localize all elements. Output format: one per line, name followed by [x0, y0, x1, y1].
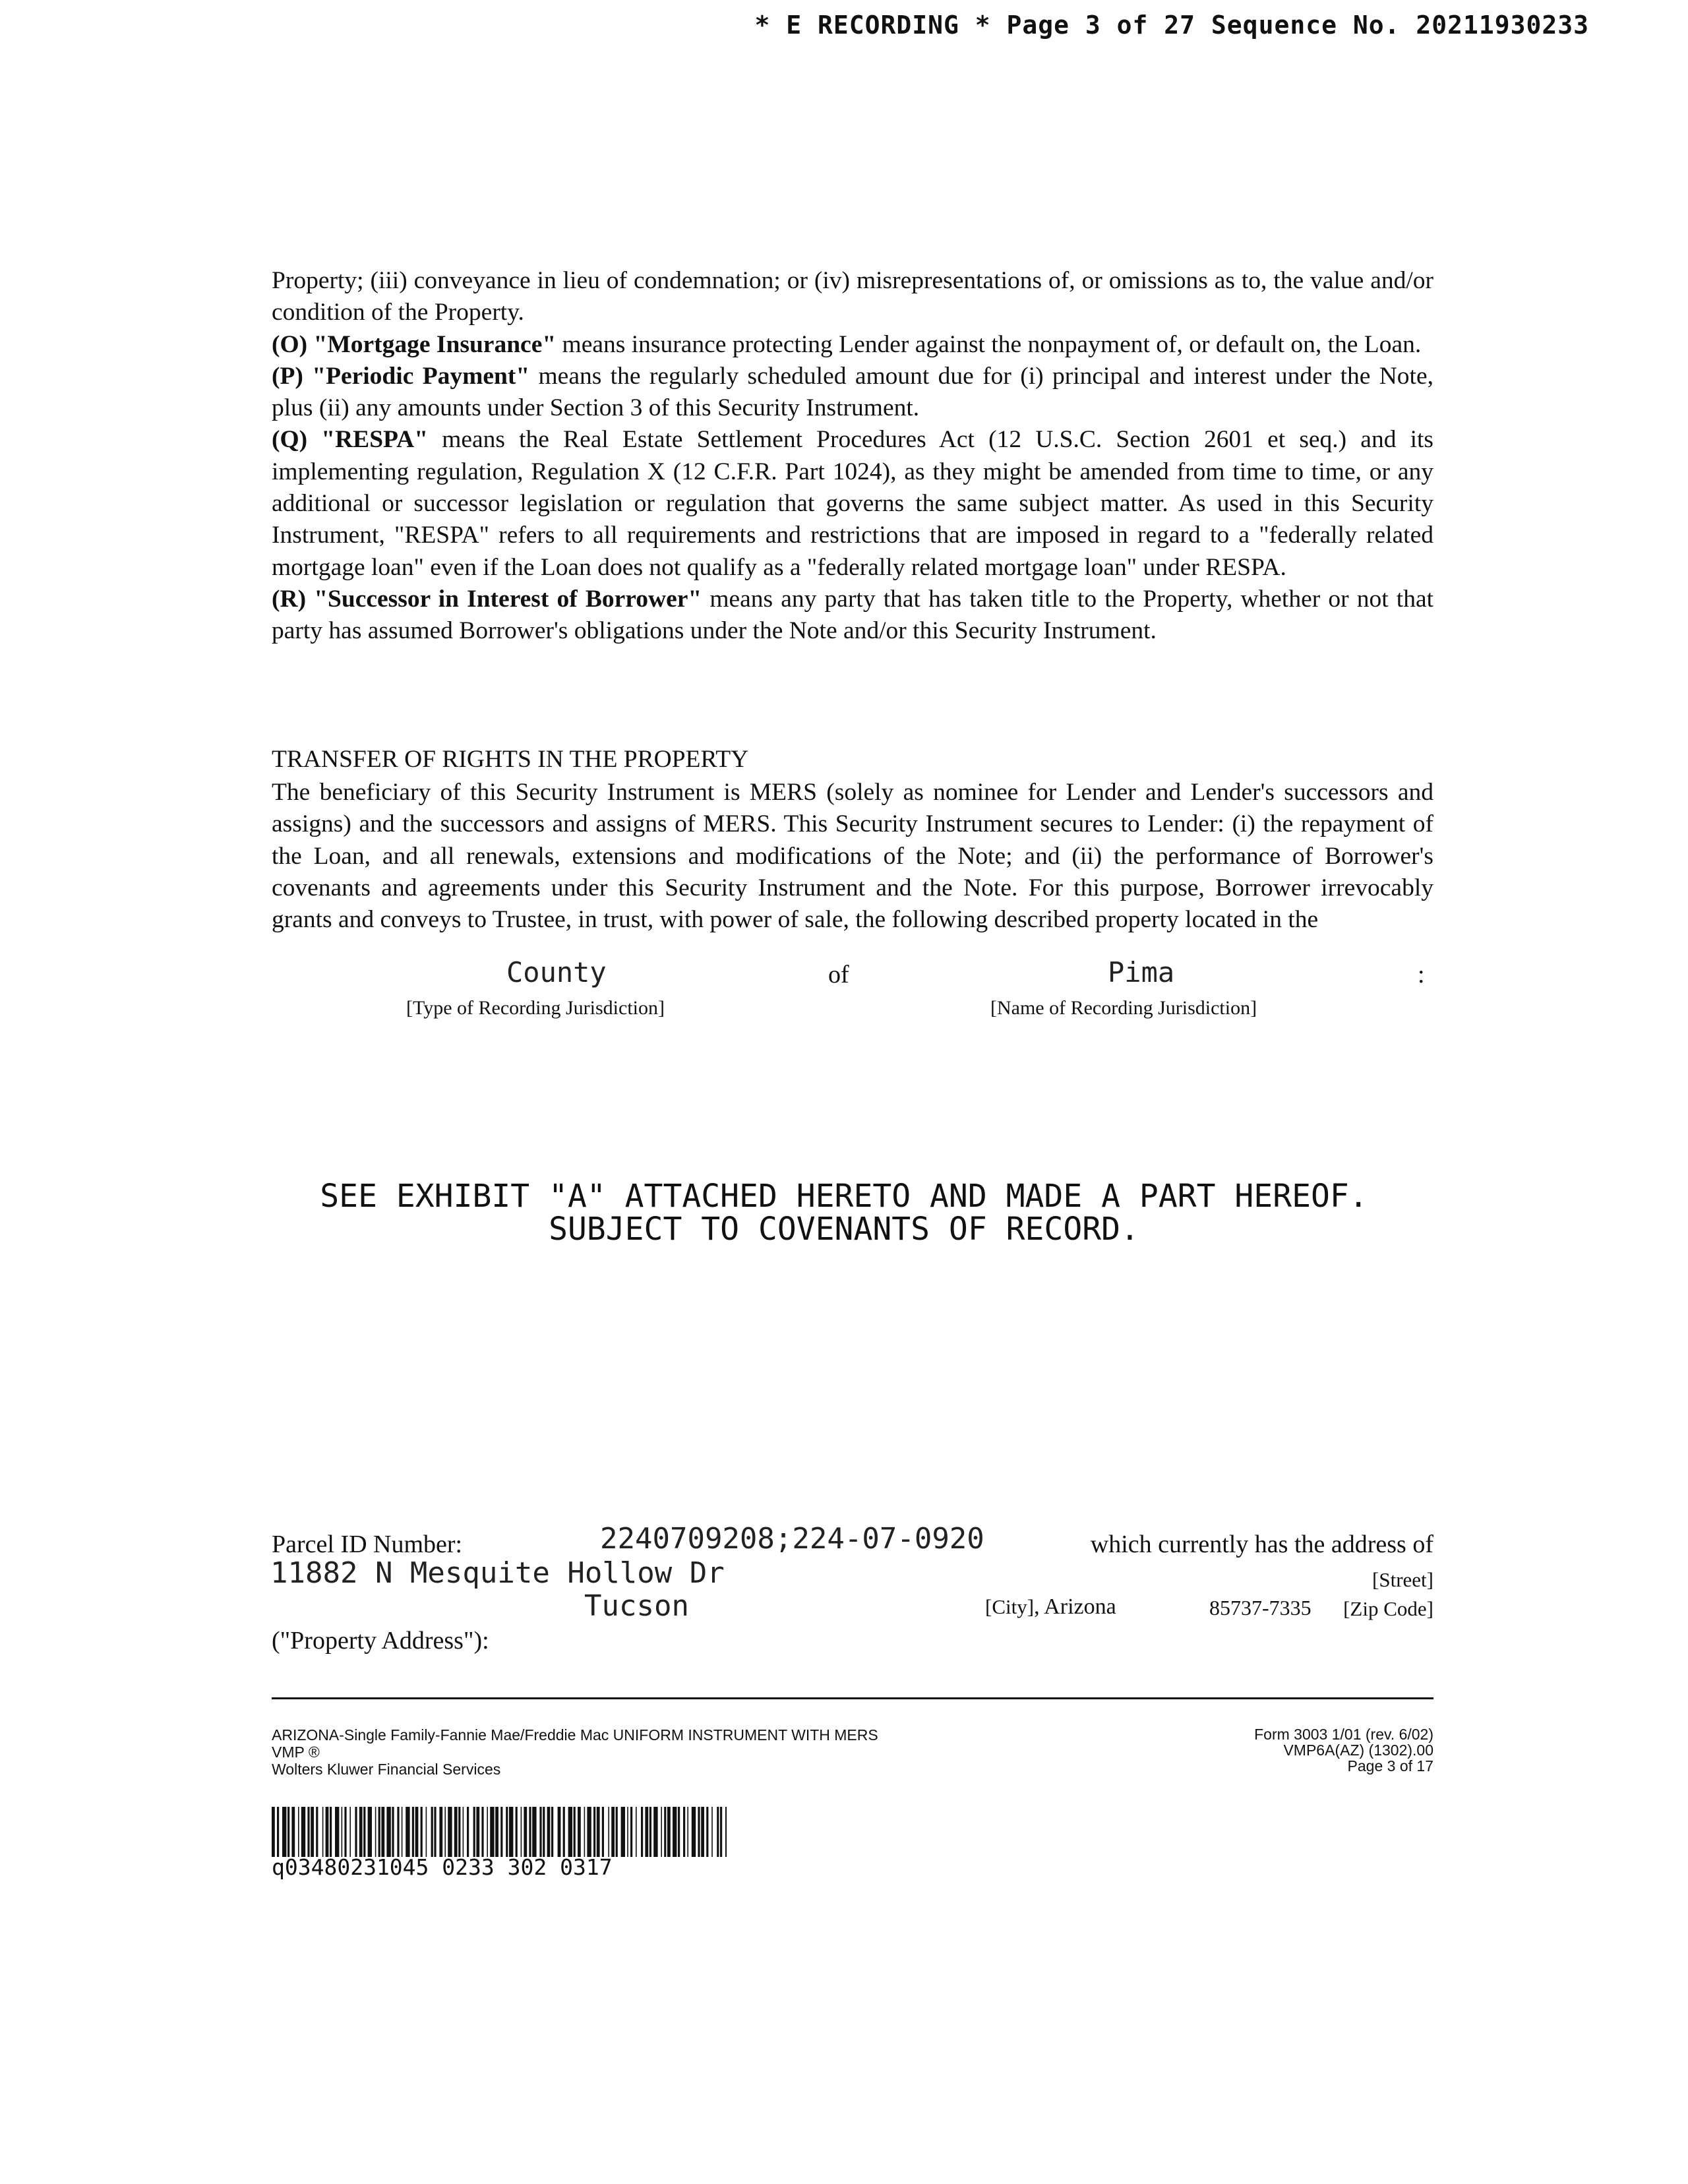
barcode-bar — [568, 1807, 572, 1857]
barcode-image — [272, 1807, 727, 1857]
footer-form-number: Form 3003 1/01 (rev. 6/02) — [1254, 1726, 1433, 1743]
barcode-bar — [611, 1807, 615, 1857]
barcode-bar — [326, 1807, 329, 1857]
barcode-bar — [698, 1807, 700, 1857]
barcode-bar — [725, 1807, 727, 1857]
barcode-bar — [602, 1807, 604, 1857]
barcode-bar — [627, 1807, 628, 1857]
jurisdiction-colon: : — [1418, 961, 1425, 988]
barcode-bar — [272, 1807, 275, 1857]
recording-header: * E RECORDING * Page 3 of 27 Sequence No. 20211930233 — [754, 11, 1589, 40]
barcode-bar — [448, 1807, 452, 1857]
barcode-bar — [368, 1807, 372, 1857]
barcode-bar — [717, 1807, 719, 1857]
barcode-bar — [578, 1807, 581, 1857]
barcode-bar — [495, 1807, 498, 1857]
barcode-bar — [539, 1807, 541, 1857]
barcode-bar — [720, 1807, 722, 1857]
barcode-bar — [349, 1807, 351, 1857]
barcode-bar — [587, 1807, 591, 1857]
barcode-bar — [641, 1807, 643, 1857]
jurisdiction-type-value: County — [506, 956, 607, 988]
barcode-bar — [597, 1807, 600, 1857]
barcode-bar — [381, 1807, 384, 1857]
definition-text: means the Real Estate Settlement Procedures Act (12 U.S.C. Section 2601 et seq.) and its implementing regulation, Regulation X (12 C.F.R. Part 1024), as they might be amended from time to time, or any additional or successor legislation or regulation that governs the same subject matter. As used in this Security Instrument, "RESPA" refers to all requirements and restrictions that are imposed in regard to a "federally related mortgage loan" even if the Loan does not qualify as a "federally related mortgage loan" under RESPA. — [272, 426, 1433, 581]
barcode-bar — [342, 1807, 343, 1857]
barcode-bar — [574, 1807, 576, 1857]
definition-term: "RESPA" — [321, 426, 429, 454]
definition-text: means insurance protecting Lender against the nonpayment of, or default on, the Loan. — [562, 330, 1422, 358]
transfer-paragraph — [272, 777, 1433, 936]
definition-successor-in-interest — [272, 584, 1433, 648]
barcode-bar — [653, 1807, 657, 1857]
barcode-bar — [298, 1807, 299, 1857]
barcode-bar — [406, 1807, 409, 1857]
barcode-bar — [378, 1807, 380, 1857]
barcode-bar — [678, 1807, 680, 1857]
property-address-label: ("Property Address"): — [272, 1627, 489, 1654]
definitions-section — [272, 265, 1433, 648]
barcode-bar — [711, 1807, 713, 1857]
transfer-text: The beneficiary of this Security Instrument is MERS (solely as nominee for Lender and Lender's successors and assigns) and the successors and assigns of MERS. This Security Instrument secures to Lender: (i) the repayment of the Loan, and all renewals, extensions and modifications of the Note; and (ii) the performance of Borrower's covenants and agreements under this Security Instrument and the Note. For this purpose, Borrower irrevocably grants and conveys to Trustee, in trust, with power of sale, the following described property located in the — [272, 779, 1433, 934]
barcode-bar — [421, 1807, 423, 1857]
barcode-bar — [621, 1807, 625, 1857]
barcode-bar — [547, 1807, 551, 1857]
definition-text: means any party that has taken title to the Property, whether or not that party has assumed Borrower's obligations under the Note and/or this Security Instrument. — [272, 585, 1434, 645]
barcode-bar — [506, 1807, 508, 1857]
city-value: Tucson — [584, 1589, 689, 1623]
barcode-bar — [444, 1807, 446, 1857]
definition-text: Property; (iii) conveyance in lieu of condemnation; or (iv) misrepresentations of, or omissions as to, the value and/or condition of the Property. — [272, 267, 1433, 326]
footer-left — [272, 1726, 878, 1778]
barcode-bar — [463, 1807, 464, 1857]
barcode-bar — [487, 1807, 488, 1857]
barcode-bar — [359, 1807, 363, 1857]
barcode-bar — [524, 1807, 527, 1857]
state-value: , Arizona — [1034, 1594, 1116, 1619]
barcode-bar — [415, 1807, 419, 1857]
barcode-bar — [661, 1807, 662, 1857]
barcode-bar — [473, 1807, 475, 1857]
barcode-bar — [467, 1807, 469, 1857]
zip-value: 85737-7335 — [1209, 1596, 1311, 1620]
barcode-bar — [516, 1807, 518, 1857]
barcode-bar — [434, 1807, 436, 1857]
exhibit-line-2: SUBJECT TO COVENANTS OF RECORD. — [549, 1211, 1139, 1248]
barcode-bar — [277, 1807, 279, 1857]
barcode-bar — [344, 1807, 346, 1857]
barcode-bar — [630, 1807, 632, 1857]
barcode-bar — [439, 1807, 442, 1857]
definition-respa — [272, 424, 1433, 583]
footer-form-title: ARIZONA-Single Family-Fannie Mae/Freddie Mac UNIFORM INSTRUMENT WITH MERS — [272, 1726, 878, 1744]
definition-term: "Successor in Interest of Borrower" — [314, 585, 702, 613]
barcode-bar — [481, 1807, 483, 1857]
barcode-bar — [649, 1807, 651, 1857]
barcode-bar — [454, 1807, 458, 1857]
barcode-bar — [397, 1807, 399, 1857]
barcode-bar — [667, 1807, 671, 1857]
barcode-bar — [683, 1807, 685, 1857]
definition-label: (Q) — [272, 426, 308, 454]
definition-continuation — [272, 265, 1433, 329]
barcode-bar — [664, 1807, 666, 1857]
street-address-value: 11882 N Mesquite Hollow Dr — [270, 1556, 725, 1590]
barcode-bar — [412, 1807, 414, 1857]
barcode-bar — [291, 1807, 295, 1857]
barcode-bar — [584, 1807, 586, 1857]
barcode-bar — [706, 1807, 708, 1857]
barcode-bar — [301, 1807, 305, 1857]
barcode-bar — [355, 1807, 357, 1857]
barcode-bar — [458, 1807, 460, 1857]
parcel-id-value: 2240709208;224-07-0920 — [600, 1522, 984, 1556]
footer-right — [1254, 1726, 1433, 1774]
barcode-bar — [426, 1807, 427, 1857]
barcode-bar — [529, 1807, 531, 1857]
barcode-bar — [386, 1807, 390, 1857]
barcode-bar — [593, 1807, 595, 1857]
barcode-bar — [490, 1807, 494, 1857]
jurisdiction-type-caption: [Type of Recording Jurisdiction] — [406, 997, 665, 1019]
definition-label: (O) — [272, 330, 308, 358]
jurisdiction-name-caption: [Name of Recording Jurisdiction] — [990, 997, 1257, 1019]
jurisdiction-of-word: of — [828, 961, 849, 988]
parcel-id-label: Parcel ID Number: — [272, 1531, 463, 1558]
definition-label: (P) — [272, 362, 303, 390]
barcode-bar — [636, 1807, 637, 1857]
address-intro: which currently has the address of — [1090, 1531, 1433, 1558]
barcode-bar — [673, 1807, 677, 1857]
barcode-bar — [701, 1807, 704, 1857]
barcode-bar — [558, 1807, 561, 1857]
barcode-bar — [616, 1807, 618, 1857]
barcode-bar — [608, 1807, 609, 1857]
zip-label: [Zip Code] — [1343, 1597, 1433, 1620]
barcode-bar — [687, 1807, 688, 1857]
city-label: [City] — [985, 1595, 1035, 1618]
jurisdiction-name-value: Pima — [1108, 956, 1175, 988]
barcode-bar — [316, 1807, 318, 1857]
city-state-line — [985, 1594, 1116, 1620]
barcode-bar — [375, 1807, 377, 1857]
barcode-bar — [521, 1807, 522, 1857]
barcode-bar — [287, 1807, 289, 1857]
barcode-bar — [282, 1807, 286, 1857]
barcode-bar — [563, 1807, 565, 1857]
barcode-bar — [551, 1807, 553, 1857]
barcode-bar — [392, 1807, 394, 1857]
transfer-heading: TRANSFER OF RIGHTS IN THE PROPERTY — [272, 746, 749, 773]
barcode-bar — [692, 1807, 696, 1857]
barcode-bar — [431, 1807, 433, 1857]
definition-periodic-payment — [272, 361, 1433, 425]
barcode-bar — [330, 1807, 332, 1857]
definition-term: "Mortgage Insurance" — [313, 330, 557, 358]
barcode-bar — [335, 1807, 339, 1857]
exhibit-line-1: SEE EXHIBIT "A" ATTACHED HERETO AND MADE A PART HEREOF. — [320, 1178, 1368, 1215]
definition-term: "Periodic Payment" — [312, 362, 530, 390]
barcode-bar — [500, 1807, 502, 1857]
footer-vmp: VMP ® — [272, 1744, 320, 1761]
footer-page-number: Page 3 of 17 — [1347, 1757, 1433, 1774]
definition-mortgage-insurance — [272, 329, 1433, 361]
footer-divider — [272, 1697, 1433, 1699]
barcode-number: q03480231045 0233 302 0317 — [272, 1854, 613, 1880]
barcode-bar — [322, 1807, 324, 1857]
barcode-bar — [645, 1807, 648, 1857]
barcode-bar — [476, 1807, 479, 1857]
footer-vmp-code: VMP6A(AZ) (1302).00 — [1283, 1742, 1433, 1759]
barcode-bar — [311, 1807, 314, 1857]
barcode-bar — [307, 1807, 309, 1857]
definition-text: means the regularly scheduled amount due for (i) principal and interest under the Note, plus (ii) any amounts under Section 3 of this Security Instrument. — [272, 362, 1433, 422]
definition-label: (R) — [272, 585, 307, 613]
barcode-bar — [532, 1807, 536, 1857]
barcode-bar — [402, 1807, 403, 1857]
barcode-bar — [509, 1807, 513, 1857]
barcode-bar — [543, 1807, 545, 1857]
street-label: [Street] — [1372, 1568, 1433, 1591]
footer-publisher: Wolters Kluwer Financial Services — [272, 1761, 501, 1778]
barcode-bar — [363, 1807, 365, 1857]
